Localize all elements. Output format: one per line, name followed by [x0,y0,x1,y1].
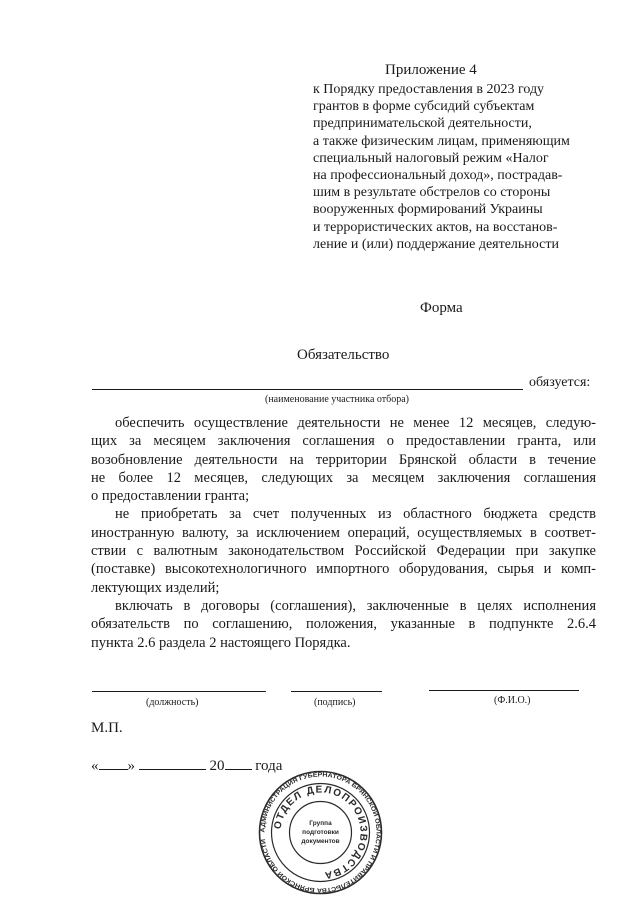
participant-name-field[interactable] [92,389,523,390]
date-century: 20 [209,758,225,774]
stamp-center-line: Группа [309,820,332,827]
appendix-line: и террористических актов, на восстанов- [313,219,558,235]
obligation-body [91,414,596,652]
body-line: ствии с валютным законодательством Российской Федерации при закупке [91,543,596,560]
body-line: включать в договоры (соглашения), заключенные в целях исполнения [115,597,596,614]
date-open-quote: « [91,758,99,774]
appendix-line: шим в результате обстрелов со стороны [313,185,551,201]
body-line: не приобретать за счет полученных из областного бюджета средств [115,506,596,523]
position-field[interactable] [92,691,266,692]
full-name-caption: (Ф.И.О.) [494,695,531,706]
appendix-line: ление и (или) поддержание деятельности [313,236,559,252]
appendix-title: Приложение 4 [385,62,477,78]
body-line: (поставке) высокотехнологичного импортного оборудования, сырья и комп- [91,561,596,578]
body-line: обеспечить осуществление деятельности не менее 12 месяцев, следую- [115,415,596,431]
body-line: не более 12 месяцев, следующих за месяцем заключения соглашения [91,469,596,486]
body-line: щих за месяцем заключения соглашения о предоставлении гранта, или [91,433,596,450]
seal-place-label: М.П. [91,720,123,736]
position-caption: (должность) [146,697,199,708]
year-field[interactable] [225,755,252,770]
body-line: возобновление деятельности на территории Брянской области в течение [91,451,596,468]
document-title: Обязательство [297,347,390,363]
stamp-center-line: документов [301,838,340,845]
body-line: лектующих изделий; [91,579,220,596]
signature-caption: (подпись) [314,697,356,708]
appendix-line: а также физическим лицам, применяющим [313,133,570,149]
body-line: обязательств по соглашению, положения, указанные в подпункте 2.6.4 [91,616,596,633]
appendix-subtitle [313,81,570,253]
appendix-line: вооруженных формирований Украины [313,202,543,218]
obligor-suffix: обязуется: [529,375,591,390]
form-label: Форма [420,300,463,316]
body-line: иностранную валюту, за исключением операций, осуществляемых в соответ- [91,524,596,541]
day-field[interactable] [99,755,128,770]
signature-field[interactable] [291,691,382,692]
date-close-quote: » [127,758,135,774]
date-line [91,755,282,775]
appendix-line: грантов в форме субсидий субъектам [313,99,535,115]
office-stamp [258,770,383,895]
participant-name-caption: (наименование участника отбора) [265,394,409,405]
appendix-line: к Порядку предоставления в 2023 году [313,82,545,97]
body-line: о предоставлении гранта; [91,488,250,505]
body-line: пункта 2.6 раздела 2 настоящего Порядка. [91,634,351,651]
full-name-field[interactable] [429,690,579,691]
month-field[interactable] [139,755,206,770]
stamp-center-line: подготовки [302,829,339,836]
appendix-line: специальный налоговый режим «Налог [313,150,549,166]
appendix-line: предпринимательской деятельности, [313,116,532,132]
appendix-line: на профессиональный доход», пострадав- [313,168,563,184]
stamp-ring-text: ОТДЕЛ ДЕЛОПРОИЗВОДСТВА [272,784,369,881]
stamp-outer-text: АДМИНИСТРАЦИЯ ГУБЕРНАТОРА БРЯНСКОЙ ОБЛАСТИ И ПРАВИТЕЛЬСТВА БРЯНСКОЙ ОБЛАСТИ [260,772,381,893]
date-suffix: года [255,758,283,774]
